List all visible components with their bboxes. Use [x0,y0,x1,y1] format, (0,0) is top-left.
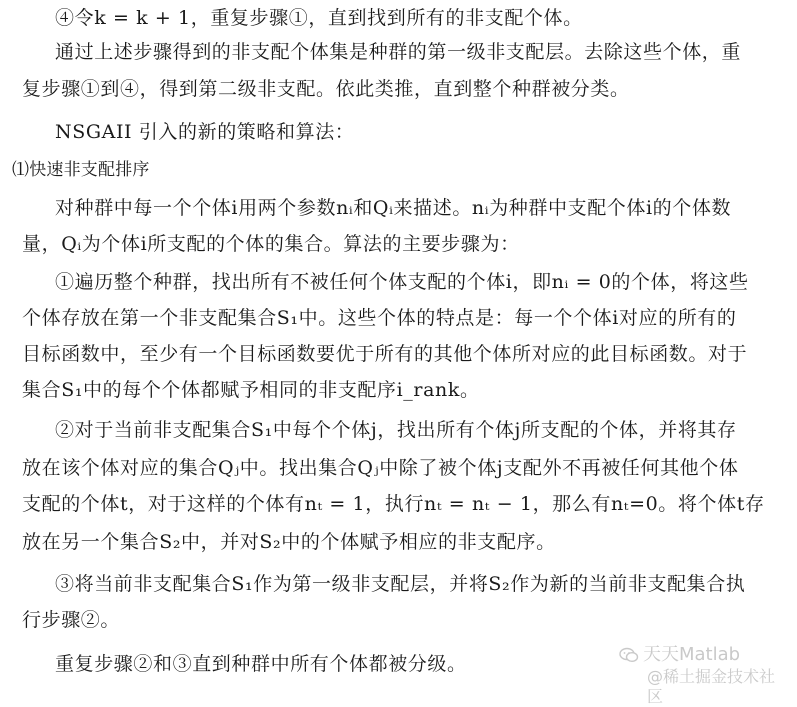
text-line: 对种群中每一个个体i用两个参数nᵢ和Qᵢ来描述。nᵢ为种群中支配个体i的个体数 [55,197,732,219]
text-line: 支配的个体t，对于这样的个体有nₜ = 1，执行nₜ = nₜ − 1，那么有nₜ=0。将个体t存 [22,493,765,515]
watermark-title: 天天Matlab [643,644,741,665]
text-line: 放在另一个集合S₂中，并对S₂中的个体赋予相应的非支配序。 [22,531,556,553]
watermark-subtitle: @稀土掘金技术社区 [647,667,776,706]
text-line: 复步骤①到④，得到第二级非支配。依此类推，直到整个种群被分类。 [22,78,630,100]
text-line: 集合S₁中的每个个体都赋予相同的非支配序i_rank。 [22,379,480,401]
text-line: NSGAII 引入的新的策略和算法： [55,121,355,143]
watermark [619,644,789,706]
text-line: 重复步骤②和③直到种群中所有个体都被分级。 [55,653,467,675]
text-line: ②对于当前非支配集合S₁中每个个体j，找出所有个体j所支配的个体，并将其存 [55,419,737,441]
text-line: 通过上述步骤得到的非支配个体集是种群的第一级非支配层。去除这些个体，重 [55,41,742,63]
text-line: 目标函数中，至少有一个目标函数要优于所有的其他个体所对应的此目标函数。对于 [22,343,748,365]
text-line: 量，Qᵢ为个体i所支配的个体的集合。算法的主要步骤为： [22,233,520,255]
text-line: ③将当前非支配集合S₁作为第一级非支配层，并将S₂作为新的当前非支配集合执 [55,573,746,595]
text-line: 行步骤②。 [22,609,121,631]
section-heading: ⑴快速非支配排序 [12,160,150,180]
text-line: 放在该个体对应的集合Qⱼ中。找出集合Qⱼ中除了被个体j支配外不再被任何其他个体 [22,457,739,479]
text-line: ④令k = k + 1，重复步骤①，直到找到所有的非支配个体。 [55,7,583,29]
wechat-icon [619,647,639,663]
text-line: 个体存放在第一个非支配集合S₁中。这些个体的特点是：每一个个体i对应的所有的 [22,307,737,329]
text-line: ①遍历整个种群，找出所有不被任何个体支配的个体i，即nᵢ = 0的个体，将这些 [55,271,749,293]
